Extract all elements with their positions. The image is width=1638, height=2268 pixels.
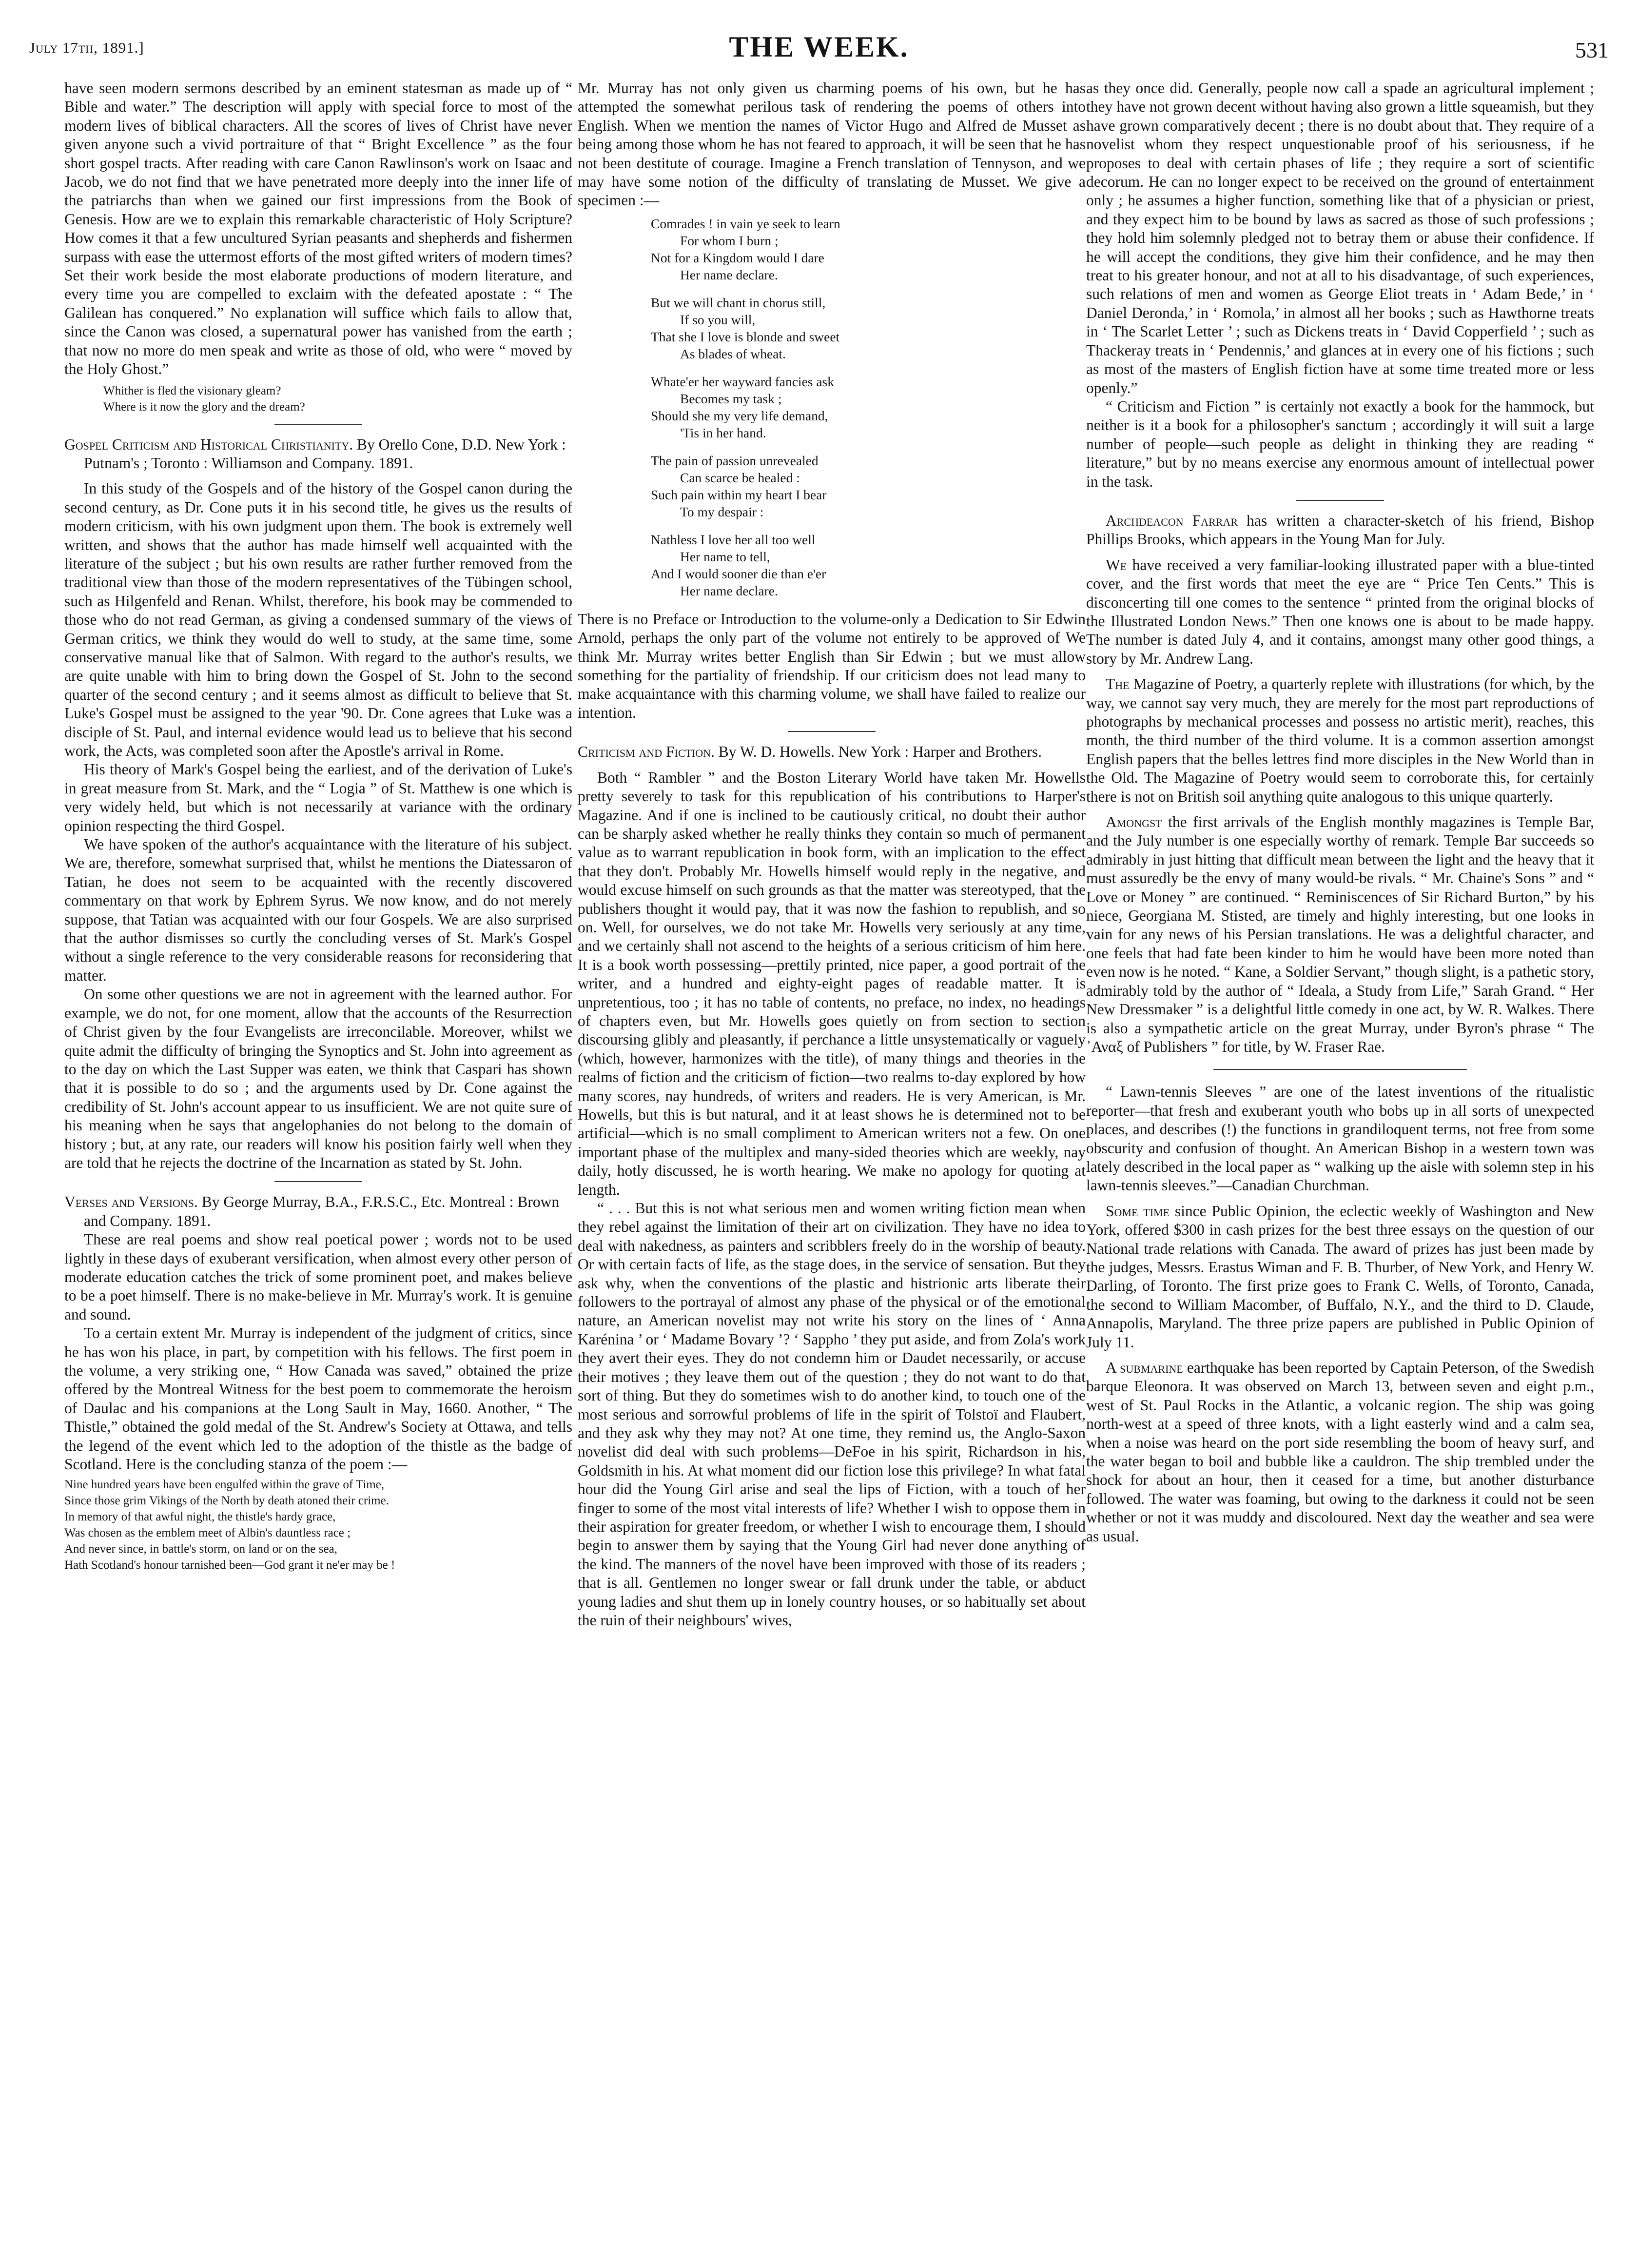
- note-text: Magazine of Poetry, a quarterly replete with illustrations (for which, by the way, we cannot say very much, they are merely for the most part reproductions of photographs by mechanical processes and possess no artistic merit), reaches, this month, the third number of the third volume. It is a common assertion amongst English papers that the belles lettres find more disciples in the New World than in the Old. The Magazine of Poetry would seem to corroborate this, for certainly there is not on British soil anything quite analogous to this unique quarterly.: [1086, 675, 1594, 805]
- section-divider: [1213, 1069, 1467, 1070]
- review-heading: [578, 743, 1086, 761]
- verse-line: Whither is fled the visionary gleam?: [103, 384, 281, 397]
- note-paragraph: [1086, 556, 1594, 668]
- note-paragraph: [1086, 675, 1594, 806]
- verse-line: And never since, in battle's storm, on land or on the sea,: [64, 1542, 337, 1556]
- review-publisher: By George Murray, B.A., F.R.S.C., Etc. Montreal : Brown and Company. 1891.: [84, 1193, 560, 1229]
- poem-stanza: [651, 215, 1086, 283]
- poem-stanza: [651, 452, 1086, 520]
- verse-line: In memory of that awful night, the thistle's hardy grace,: [64, 1510, 336, 1524]
- note-text: earthquake has been reported by Captain Peterson, of the Swedish barque Eleonora. It was observed on March 13, between seven and eight p.m., west of St. Paul Rocks in the Atlantic, a volcanic region. The ship was going north-west at a speed of three knots, with a light easterly wind and a calm sea, when a noise was heard on the port side resembling the boom of heavy surf, and the water began to boil and bubble like a cauldron. The ship trembled under the shock for about an hour, then it ceased for a time, but another disturbance followed. The water was foaming, but owing to the darkness it could not be seen whether or not it was muddy and discoloured. Next day the weather and sea were as usual.: [1086, 1359, 1594, 1545]
- note-lead: Amongst: [1106, 813, 1162, 831]
- note-paragraph: [1086, 512, 1594, 549]
- publication-title: THE WEEK.: [729, 31, 909, 63]
- section-divider: [788, 731, 876, 732]
- note-lead: A submarine: [1106, 1359, 1183, 1376]
- article-paragraph: On some other questions we are not in agreement with the learned author. For example, we do not, for one moment, allow that the accounts of the Resurrection of Christ given by the four Evangelists are irreconcilable. Moreover, whilst we quite admit the difficulty of bringing the Synoptics and St. John into agreement as to the day on which the Last Supper was eaten, we think that Caspari has shown that it is possible to do so ; and the arguments used by Dr. Cone against the credibility of St. John's account appear to us insufficient. We are not quite sure of his meaning when he says that angelophanies do not belong to the domain of history ; but, at any rate, our readers will know his position fairly well when they are told that he rejects the doctrine of the Incarnation as stated by St. John.: [64, 986, 572, 1171]
- verse-line: If so you will,: [680, 312, 756, 327]
- note-text: have received a very familiar-looking illustrated paper with a blue-tinted cover, and the first words that meet the eye are “ Price Ten Cents.” This is disconcerting till one comes to the sentence “ printed from the original blocks of the Illustrated London News.” Then one knows one is about to be made happy. The number is dated July 4, and it contains, amongst many other good things, a story by Mr. Andrew Lang.: [1086, 556, 1594, 667]
- verse-line: Such pain within my heart I bear: [651, 487, 827, 502]
- verse-line: Can scarce be healed :: [680, 470, 800, 485]
- poem-stanza: [651, 373, 1086, 441]
- article-paragraph: Mr. Murray has not only given us charming poems of his own, but he has attempted the somewhat perilous task of rendering the poems of others into English. When we mention the names of Victor Hugo and Alfred de Musset as being among those whom he has not feared to approach, it will be seen that he has not been destitute of courage. Imagine a French translation of Tennyson, and we may have some notion of the difficulty of translating de Musset. We give a specimen :—: [578, 79, 1086, 209]
- note-lead: We: [1106, 556, 1127, 573]
- verse-line: Nathless I love her all too well: [651, 532, 816, 547]
- page-number: 531: [1575, 38, 1609, 62]
- note-lead: Archdeacon Farrar: [1106, 512, 1238, 529]
- article-paragraph: To a certain extent Mr. Murray is independent of the judgment of critics, since he has won his place, in part, by competition with his fellows. The first poem in the volume, a very striking one, “ How Canada was saved,” obtained the prize offered by the Montreal Witness for the best poem to commemorate the heroism of Daulac and his companions at the Long Sault in May, 1660. Another, “ The Thistle,” obtained the gold medal of the St. Andrew's Society at Ottawa, and tells the legend of the event which led to the adoption of the thistle as the badge of Scotland. Here is the concluding stanza of the poem :—: [64, 1324, 572, 1473]
- verse-line: Her name to tell,: [680, 549, 770, 564]
- verse-line: 'Tis in her hand.: [680, 425, 766, 440]
- verse-line: That she I love is blonde and sweet: [651, 329, 840, 344]
- verse-line: But we will chant in chorus still,: [651, 295, 826, 310]
- translated-poem: [651, 215, 1086, 599]
- thistle-stanza: [64, 1477, 572, 1573]
- article-paragraph: as they once did. Generally, people now call a spade an agricultural implement ; they have not grown decent without having also grown a little squeamish, but they have grown comparatively decent ; there is no doubt about that. They require of a novelist whom they respect unquestionable proof of his seriousness, if he proposes to deal with certain phases of life ; they require a sort of scientific decorum. He can no longer expect to be received on the ground of entertainment only ; he assumes a higher function, something like that of a physician or priest, and they expect him to be bound by laws as sacred as those of such professions ; they hold him solemnly pledged not to betray them or abuse their confidence. If he will accept the conditions, they give him their confidence, and he may then treat to his greater honour, and not at all to his disadvantage, of such experiences, such relations of men and women as George Eliot treats in ‘ Adam Bede,’ in ‘ Daniel Deronda,’ in ‘ Romola,’ in almost all her books ; such as Hawthorne treats in ‘ The Scarlet Letter ’ ; such as Dickens treats in ‘ David Copperfield ’ ; such as Thackeray treats in ‘ Pendennis,’ and glances at in every one of his fictions ; such as most of the masters of English fiction have at some time treated more or less openly.”: [1086, 79, 1594, 396]
- article-paragraph: His theory of Mark's Gospel being the earliest, and of the derivation of Luke's in great measure from St. Mark, and the “ Logia ” of St. Matthew is one which is very widely held, but which is not necessarily at variance with the ordinary opinion respecting the third Gospel.: [64, 761, 572, 834]
- article-paragraph: “ Criticism and Fiction ” is certainly not exactly a book for the hammock, but neither is it a book for a philosopher's sanctum ; accordingly it will suit a large number of people—such people as delight in thinking they are reading “ literature,” but by no means exercise any enormous amount of intellectual power in the task.: [1086, 397, 1594, 490]
- note-text: since Public Opinion, the eclectic weekly of Washington and New York, offered $300 in cash prizes for the best three essays on the question of our National trade relations with Canada. The award of prizes has just been made by the judges, Messrs. Erastus Wiman and F. B. Thurber, of New York, and Henry W. Darling, of Toronto. The first prize goes to Frank C. Wells, of Toronto, Canada, the second to William Macomber, of Buffalo, N.Y., and the third to D. Claude, Annapolis, Maryland. The three prize papers are published in Public Opinion of July 11.: [1086, 1202, 1594, 1351]
- note-text: the first arrivals of the English monthly magazines is Temple Bar, and the July number is one especially worthy of remark. Temple Bar succeeds so admirably in just hitting that difficult mean between the light and the heavy that it must assuredly be the envy of many would-be rivals. “ Mr. Chaine's Sons ” and “ Love or Money ” are continued. “ Reminiscences of Sir Richard Burton,” by his niece, Georgiana M. Stisted, are timely and highly interesting, but one looks in vain for any news of his Persian translations. He was a delightful character, and one feels that had fate been kinder to him he would have been more noted than even now is he noted. “ Kane, a Soldier Servant,” though slight, is a pathetic story, admirably told by the author of “ Ideala, a Study from Life,” Sarah Grand. “ Her New Dressmaker ” is a delightful little comedy in one act, by W. R. Walkes. There is also a sympathetic article on the great Murray, under Byron's phrase “ The ᾽Αναξ of Publishers ” for title, by W. Fraser Rae.: [1086, 813, 1594, 1055]
- note-lead: Some time: [1106, 1202, 1170, 1220]
- article-paragraph: In this study of the Gospels and of the history of the Gospel canon during the second century, as Dr. Cone puts it in his second title, he gives us the results of modern criticism, with his own judgment upon them. The book is extremely well written, and shows that the author has made himself well acquainted with the literature of the subject ; but his own results are rather further removed from the traditional view than those of the modern representatives of the Tübingen school, such as Hilgenfeld and Renan. Whilst, therefore, his book may be commended to those who do not read German, as giving a condensed summary of the views of German critics, we think they would do well to study, at the same time, some conservative manual like that of Salmon. With regard to the author's results, we are quite unable with him to bring down the Gospel of St. John to the second quarter of the second century ; and it seems almost as difficult to believe that St. Luke's Gospel must be assigned to the year '90. Dr. Cone agrees that Luke was a disciple of St. Paul, and internal evidence would lead us to believe that his second work, the Acts, was completed soon after the Apostle's arrival in Rome.: [64, 480, 572, 759]
- column-3: [1086, 79, 1594, 2244]
- verse-line: The pain of passion unrevealed: [651, 453, 819, 468]
- review-title: Verses and Versions.: [64, 1193, 198, 1211]
- verse-line: Was chosen as the emblem meet of Albin's dauntless race ;: [64, 1526, 351, 1540]
- note-paragraph: [1086, 1202, 1594, 1352]
- poem-stanza: [651, 531, 1086, 599]
- review-title: Gospel Criticism and Historical Christianity.: [64, 435, 353, 453]
- verse-line: Should she my very life demand,: [651, 408, 828, 423]
- review-title: Criticism and Fiction.: [578, 743, 715, 761]
- note-paragraph: [1086, 1359, 1594, 1546]
- verse-line: Comrades ! in vain ye seek to learn: [651, 216, 840, 231]
- note-lead: The: [1106, 675, 1130, 693]
- section-divider: [274, 1181, 362, 1182]
- verse-line: Whate'er her wayward fancies ask: [651, 374, 835, 389]
- review-heading: [64, 1193, 572, 1230]
- article-paragraph: We have spoken of the author's acquaintance with the literature of his subject. We are, therefore, somewhat surprised that, whilst he mentions the Diatessaron of Tatian, he does not seem to be acquainted with the recently discovered commentary on that work by Ephrem Syrus. We now know, and do not merely suppose, that Tatian was acquainted with our four Gospels. We are also surprised that the author dismisses so curtly the concluding verses of St. Mark's Gospel without a single reference to the very considerable reasons for reconsidering that matter.: [64, 836, 572, 984]
- quoted-verse: [103, 383, 572, 415]
- verse-line: To my despair :: [680, 504, 764, 519]
- verse-line: For whom I burn ;: [680, 233, 779, 248]
- column-2: [578, 79, 1086, 2244]
- article-paragraph: have seen modern sermons described by an eminent statesman as made up of “ Bible and water.” The description will apply with special force to most of the modern lives of biblical characters. All the scores of lives of Christ have never given anyone such a vivid portraiture of that “ Bright Excellence ” as the four short gospel tracts. After reading with care Canon Rawlinson's work on Isaac and Jacob, we do not find that we have penetrated more deeply into the inner life of the patriarchs than when we gained our first impressions from the Book of Genesis. How are we to explain this remarkable characteristic of Holy Scripture? How comes it that a few uncultured Syrian peasants and shepherds and fishermen surpass with ease the uttermost efforts of the most gifted writers of modern times? Set their work beside the most elaborate productions of modern literature, and every time you are compelled to exclaim with the defeated apostate : “ The Galilean has conquered.” No explanation will suffice which fails to allow that, since the Canon was closed, a supernatural power has vanished from the earth ; that now no more do men speak and write as those of old, who were “ moved by the Holy Ghost.”: [64, 79, 572, 378]
- article-paragraph: Both “ Rambler ” and the Boston Literary World have taken Mr. Howells pretty severely to task for this republication of his contributions to Harper's Magazine. And if one is inclined to be cautiously critical, no doubt their author can be sharply asked whether he really thinks they contain so much of permanent value as to warrant republication in book form, with an implication to the effect that they don't. Probably Mr. Howells himself would reply in the negative, and would excuse himself on such grounds as that the matter was stereotyped, that the publishers thought it would pay, that it was now the fashion to republish, and so on. Well, for ourselves, we do not take Mr. Howells very seriously at any time, and we certainly shall not ascend to the heights of a serious criticism of him here. It is a book worth possessing—prettily printed, nice paper, a good portrait of the writer, and a hundred and eighty-eight pages of readable matter. It is unpretentious, too ; it has no table of contents, no preface, no index, no headings of chapters even, but Mr. Howells goes quietly on from section to section discoursing glibly and pleasantly, if perchance a little unsystematically or vaguely (which, however, harmonizes with the title), of many things and theories in the realms of fiction and the criticism of fiction—two realms to-day explored by how many scores, nay hundreds, of writers and readers. He is very American, is Mr. Howells, but this is but natural, and it at least shows he is determined not to be artificial—which is no small compliment to American writers not a few. On one important phase of the multiplex and many-sided theories which are weekly, nay daily, hotly discussed, he is worth hearing. We make no apology for quoting at length.: [578, 769, 1086, 1198]
- review-heading: [64, 435, 572, 473]
- article-paragraph: “ . . . But this is not what serious men and women writing fiction mean when they rebel against the limitation of their art on civilization. They have no idea to deal with nakedness, as painters and scribblers freely do in the worship of beauty. Or with certain facts of life, as the stage does, in the service of sensation. But they ask why, when the conventions of the plastic and histrionic arts liberate their followers to the portrayal of almost any phase of the physical or of the emotional nature, an American novelist may not write his story on the lines of ‘ Anna Karénina ’ or ‘ Madame Bovary ’? ‘ Sappho ’ they put aside, and from Zola's work they avert their eyes. They do not condemn him or Daudet necessarily, or accuse their motives ; they leave them out of the question ; they do not want to do that sort of thing. But they do sometimes wish to do another kind, to touch one of the most serious and sorrowful problems of life in the spirit of Tolstoï and Flaubert, and they ask why they may not? At one time, they remind us, the Anglo-Saxon novelist did deal with such problems—DeFoe in his spirit, Richardson in his, Goldsmith in his. At what moment did our fiction lose this privilege? In what fatal hour did the Young Girl arise and seal the lips of Fiction, with a touch of her finger to some of the most vital interests of life? Whether I wish to oppose them in their aspiration for greater freedom, or whether I wish to encourage them, I should begin to answer them by saying that the Young Girl had never done anything of the kind. The manners of the novel have been improved with those of its readers ; that is all. Gentlemen no longer swear or fall drunk under the table, or abduct young ladies and shut them up in lonely country houses, or so habitually set about the ruin of their neighbours' wives,: [578, 1200, 1086, 1629]
- note-text: has written a character-sketch of his friend, Bishop Phillips Brooks, which appears in the Young Man for July.: [1086, 512, 1594, 548]
- article-paragraph: These are real poems and show real poetical power ; words not to be used lightly in these days of exuberant versification, when almost every other person of moderate education catches the trick of some prominent poet, and makes believe to be a poet himself. There is no make-believe in Mr. Murray's work. It is genuine and sound.: [64, 1231, 572, 1323]
- verse-line: Where is it now the glory and the dream?: [103, 400, 305, 414]
- article-paragraph: There is no Preface or Introduction to the volume-only a Dedication to Sir Edwin Arnold, perhaps the only part of the volume not entirely to be approved of We think Mr. Murray writes better English than Sir Edwin ; but we must allow something for the partiality of friendship. If our criticism does not lead many to make acquaintance with this charming volume, we shall have failed to realize our intention.: [578, 610, 1086, 721]
- section-divider: [274, 424, 362, 425]
- masthead: [29, 20, 1609, 78]
- issue-date: July 17th, 1891.]: [29, 39, 144, 56]
- verse-line: Hath Scotland's honour tarnished been—God grant it ne'er may be !: [64, 1558, 395, 1572]
- verse-line: Her name declare.: [680, 267, 778, 282]
- verse-line: Not for a Kingdom would I dare: [651, 250, 824, 265]
- note-paragraph: “ Lawn-tennis Sleeves ” are one of the latest inventions of the ritualistic reporter—that fresh and exuberant youth who bobs up in all sorts of unexpected places, and describes (!) the functions in grandiloquent terms, not free from some obscurity and confusion of thought. An American Bishop in a western town was lately described in the local paper as “ walking up the aisle with solemn step in his lawn-tennis sleeves.”—Canadian Churchman.: [1086, 1083, 1594, 1194]
- poem-stanza: [651, 294, 1086, 362]
- verse-line: Nine hundred years have been engulfed within the grave of Time,: [64, 1478, 385, 1492]
- column-1: [64, 79, 572, 2244]
- review-publisher: By W. D. Howells. New York : Harper and Brothers.: [718, 743, 1042, 761]
- section-divider: [1296, 500, 1384, 501]
- verse-line: As blades of wheat.: [680, 346, 786, 361]
- note-paragraph: [1086, 813, 1594, 1056]
- verse-line: Since those grim Vikings of the North by death atoned their crime.: [64, 1494, 389, 1508]
- verse-line: Her name declare.: [680, 583, 778, 598]
- verse-line: Becomes my task ;: [680, 391, 782, 406]
- review-publisher: By Orello Cone, D.D. New York : Putnam's ; Toronto : Williamson and Company. 1891.: [84, 435, 566, 472]
- verse-line: And I would sooner die than e'er: [651, 566, 826, 581]
